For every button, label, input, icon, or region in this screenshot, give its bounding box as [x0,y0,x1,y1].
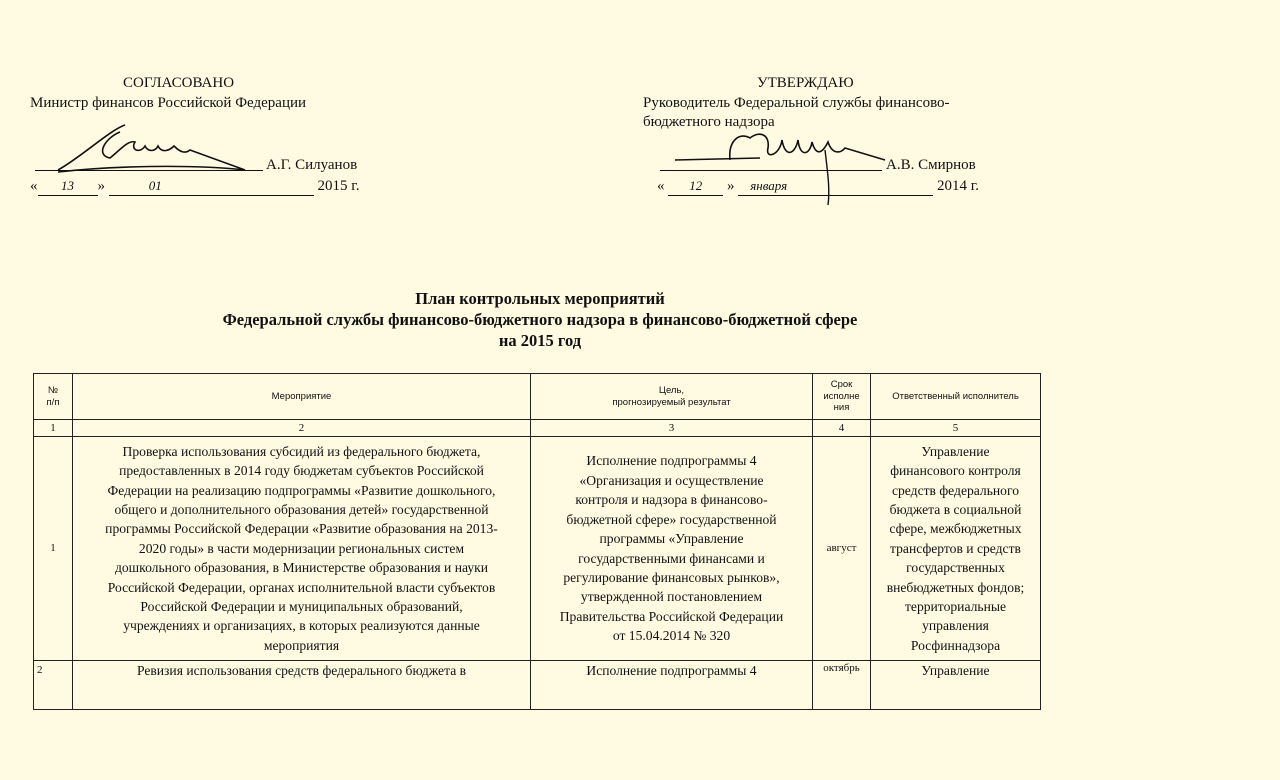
document-title [0,288,1080,351]
right-signatory-name: А.В. Смирнов [886,157,976,173]
row-term: октябрь [813,661,871,710]
right-date-month: января [738,176,933,196]
signature-silunov [50,120,260,175]
table-row [34,661,1041,710]
right-heading: УТВЕРЖДАЮ [757,75,854,91]
header-goal: Цель, прогнозируемый результат [531,374,813,420]
left-heading: СОГЛАСОВАНО [123,75,235,91]
left-date: « 13 » 01 2015 г. [30,178,360,194]
row-event: Ревизия использования средств федерального бюджета в [73,661,531,710]
header-event: Мероприятие [73,374,531,420]
row-goal: Исполнение подпрограммы 4 «Организация и осуществление контроля и надзора в финансово- бюджетной сфере» государственной программы «Управление государственными финансами и регулирование финансовых рынков», утвержденной постановлением Правительства Российской Федерации от 15.04.2014 № 320 [531,437,813,661]
left-date-year: 2015 г. [317,178,360,194]
column-number: 5 [871,420,1041,437]
column-number: 2 [73,420,531,437]
column-number: 1 [34,420,73,437]
title-line-1: План контрольных мероприятий [415,289,665,308]
row-responsible: Управление финансового контроля средств федерального бюджета в социальной сфере, межбюджетных трансфертов и средств государственных внебюджетных фондов; территориальные управления Росфиннадзора [871,437,1041,661]
row-responsible: Управление [871,661,1041,710]
right-position-line1: Руководитель Федеральной службы финансово- [643,95,950,111]
column-number: 3 [531,420,813,437]
row-number: 1 [34,437,73,661]
table-header-row [34,374,1041,420]
right-date-day: 12 [668,176,723,196]
plan-table [33,373,1041,710]
right-date: « 12 » января 2014 г. [657,178,979,194]
title-line-2: Федеральной службы финансово-бюджетного надзора в финансово-бюджетной сфере [222,310,858,329]
left-position: Министр финансов Российской Федерации [30,95,307,111]
left-signatory-name: А.Г. Силуанов [266,157,358,173]
right-position-line2: бюджетного надзора [643,114,775,130]
column-number: 4 [813,420,871,437]
row-term: август [813,437,871,661]
column-number-row [34,420,1041,437]
row-event: Проверка использования субсидий из федерального бюджета, предоставленных в 2014 году бюджетам субъектов Российской Федерации на реализацию подпрограммы «Развитие дошкольного, общего и дополнительного образования детей» государственной программы Российской Федерации «Развитие образования на 2013- 2020 годы» в части модернизации региональных систем дошкольного образования, в Министерстве образования и науки Российской Федерации, органах исполнительной власти субъектов Российской Федерации и муниципальных образований, учреждениях и организациях, в которых реализуются данные мероприятия [73,437,531,661]
signature-smirnov [670,120,900,210]
row-goal: Исполнение подпрограммы 4 [531,661,813,710]
signature-line [660,170,882,171]
table-row [34,437,1041,661]
header-number: № п/п [34,374,73,420]
right-date-year: 2014 г. [937,178,979,194]
header-responsible: Ответственный исполнитель [871,374,1041,420]
signature-line [35,170,263,171]
left-date-day: 13 [38,176,98,196]
title-line-3: на 2015 год [498,331,582,350]
header-term: Срок исполне ния [813,374,871,420]
row-number: 2 [34,661,73,710]
left-date-month: 01 [109,176,314,196]
